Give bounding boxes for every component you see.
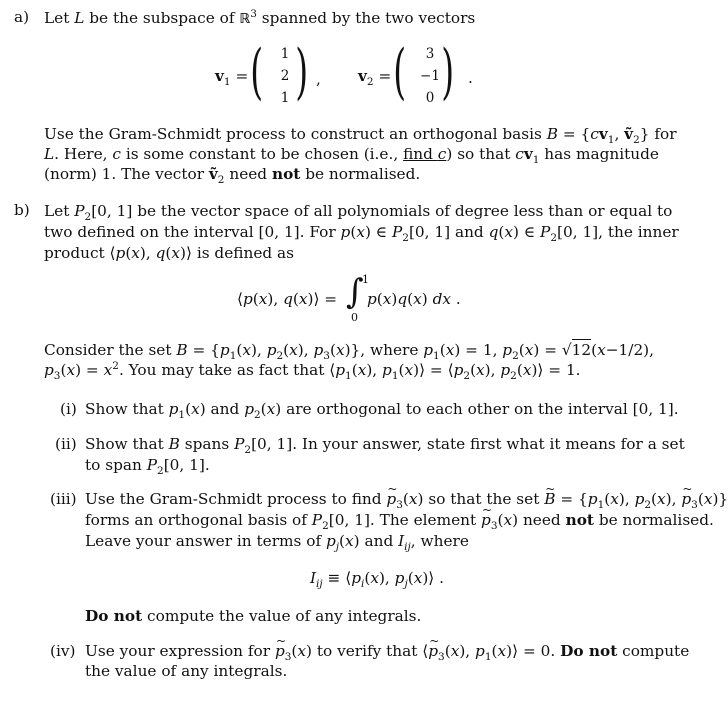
item-iii-line-2: forms an orthogonal basis of $P_2[0$, 1]. The element ~ $p_3(x)$ need not be normalised. <box>85 510 714 530</box>
integral-lower-limit: 0 <box>351 311 358 324</box>
item-i-line-1: Show that $p_1(x)$ and $p_2(x)$ are orthogonal to each other on the interval [0, 1]. <box>85 400 679 422</box>
v2-right-paren: ) <box>441 37 455 107</box>
part-b-line-2: two defined on the interval [0, 1]. For p(x) ∈ $P_2[0$, 1] and q(x) ∈ $P_2[0$, 1], the inner <box>44 223 679 245</box>
v1-right-paren: ) <box>295 37 309 107</box>
v2-left-paren: ( <box>393 37 407 107</box>
v2-entry-1: 3 <box>425 46 435 62</box>
item-iv-line-1: Use your expression for ~ $p_3(x)$ to verify that ⟨~ $p_3(x)$, $p_1(x)⟩ = 0$. Do not compute <box>85 641 689 661</box>
part-a-para-line-2: L. Here, c is some constant to be chosen (i.e., find c) so that $cv_1$ has magnitude <box>44 145 659 167</box>
v1-label: $v_1$ = <box>215 67 249 89</box>
v2-entry-2: −1 <box>420 68 440 84</box>
inner-product-lhs: ⟨p(x), q(x)⟩ = <box>237 290 338 308</box>
v2-label: $v_2$ = <box>358 67 392 89</box>
part-a-para-line-3: (norm) 1. The vector ṽ$_2$ need not be normalised. <box>44 165 421 187</box>
part-a-para-line-1: Use the Gram-Schmidt process to construct an orthogonal basis $B = \{cv_1$, ṽ$_2$} for <box>44 125 677 147</box>
integral-sign: ∫ <box>346 272 364 312</box>
v1-left-paren: ( <box>250 37 264 107</box>
item-iii-line-3: Leave your answer in terms of $p_j(x)$ and $I_{ij}$, where <box>85 532 469 554</box>
item-iii-line-1: Use the Gram-Schmidt process to find ~ $p_3(x)$ so that the set ~ $B = \{p_1(x)$, $p_2(x)$, ~ $p_3(x)$} <box>85 489 728 509</box>
item-iv-line-2: the value of any integrals. <box>85 662 288 680</box>
set-line-2: $p_3(x) = x^2$. You may take as fact that $⟨p_1(x)$, $p_1(x)⟩$ = $⟨p_2(x)$, $p_2(x)⟩ = 1$. <box>44 359 581 383</box>
v2-period: . <box>468 69 473 87</box>
item-iv-label: (iv) <box>50 642 76 660</box>
part-b-label: b) <box>14 201 30 219</box>
item-ii-line-1: Show that B spans $P_2[0$, 1]. In your answer, state first what it means for a set <box>85 435 685 457</box>
v1-entry-2: 2 <box>280 68 290 84</box>
item-ii-line-2: to span $P_2[0$, 1]. <box>85 456 210 478</box>
part-b-line-3: product ⟨p(x), q(x)⟩ is defined as <box>44 244 295 262</box>
item-iii-definition: $I_{ij}$ ≡ $⟨p_i(x)$, $p_j(x)⟩$ . <box>310 569 444 591</box>
v1-comma: , <box>316 70 321 88</box>
part-a-intro: Let L be the subspace of ℝ$^3$ spanned by the two vectors <box>44 7 476 27</box>
part-b-line-1: Let $P_2[0$, 1] be the vector space of all polynomials of degree less than or equal to <box>44 202 673 224</box>
item-i-label: (i) <box>60 400 77 418</box>
v1-entry-3: 1 <box>280 90 290 106</box>
set-line-1: Consider the set $B = \{p_1(x)$, $p_2(x)$, $p_3(x)$}, where $p_1(x) = 1$, $p_2(x) = √12(x-1/2)$, <box>44 341 655 363</box>
integral-upper-limit: 1 <box>362 273 369 286</box>
integrand: p(x)q(x) dx . <box>367 290 461 308</box>
item-ii-label: (ii) <box>55 435 77 453</box>
item-iii-note: Do not compute the value of any integrals. <box>85 607 422 625</box>
item-iii-label: (iii) <box>50 490 77 508</box>
part-a-label: a) <box>14 8 30 26</box>
v1-entry-1: 1 <box>280 46 290 62</box>
v2-entry-3: 0 <box>425 90 435 106</box>
